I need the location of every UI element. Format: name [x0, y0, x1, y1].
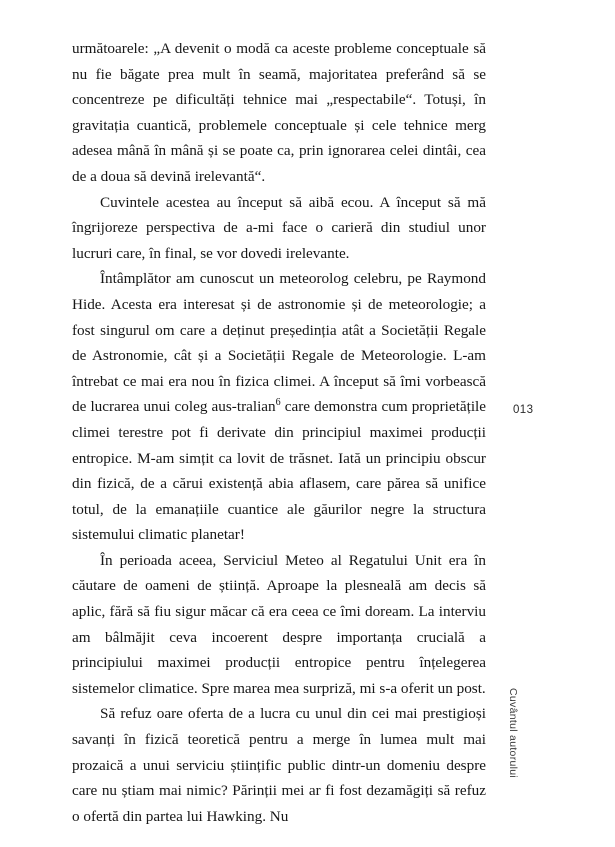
page-number: 013	[513, 404, 534, 416]
paragraph: În perioada aceea, Serviciul Meteo al Regatului Unit era în căutare de oameni de știință. Aproape la plesneală am decis să aplic, fără să fiu sigur măcar că era ceea ce îmi doream. La interviu am bâlmăjit ceva incoerent despre importanța crucială a principiului maximei producții entropice pentru înțelegerea sistemelor climatice. Spre marea mea surpriză, mi s-a oferit un post.	[72, 551, 486, 697]
footnote-marker[interactable]: 6	[275, 397, 281, 409]
paragraph-text-after-footnote: care demonstra cum proprietățile climei terestre pot fi derivate din principiul maximei producții entropice. M-am simțit ca lovit de trăsnet. Iată un principiu obscur din fizică, de a cărui existență abia aflasem, care părea să unifice totul, de la emanațiile cuantice ale găurilor negre la structura sistemului climatic planetar!	[72, 398, 486, 544]
body-text-column	[72, 36, 486, 829]
paragraph: Să refuz oare oferta de a lucra cu unul din cei mai prestigioși savanți în fizică teoretică pentru a merge în lumea mult mai prozaică a unui serviciu științific public dintr-un domeniu despre care nu știam mai nimic? Părinții mei ar fi fost dezamăgiți să refuz o ofertă din partea lui Hawking. Nu	[72, 705, 486, 825]
paragraph: Cuvintele acestea au început să aibă ecou. A început să mă îngrijoreze perspectiva de a-mi face o carieră din studiul unor lucruri care, în final, se vor dovedi irelevante.	[72, 193, 486, 262]
paragraph-with-footnote	[72, 266, 486, 548]
running-head: Cuvântul autorului	[507, 688, 519, 779]
paragraph-text-before-footnote: Întâmplător am cunoscut un meteorolog celebru, pe Raymond Hide. Acesta era interesat și de astronomie și de meteorologie; a fost singurul om care a deținut președinția atât a Societății Regale de Astronomie, cât și a Societății Regale de Meteorologie. L-am întrebat ce mai era nou în fizica climei. A început să îmi vorbească de lucrarea unui coleg aus-tralian	[72, 270, 486, 416]
paragraph: următoarele: „A devenit o modă ca aceste probleme conceptuale să nu fie băgate prea mult în seamă, majoritatea preferând să se concentreze pe dificultăți tehnice mai „respectabile“. Totuși, în gravitația cuantică, problemele conceptuale și cele tehnice merg adesea mână în mână și se poate ca, prin ignorarea celei dintâi, cea de a doua să devină irelevantă“.	[72, 40, 486, 185]
